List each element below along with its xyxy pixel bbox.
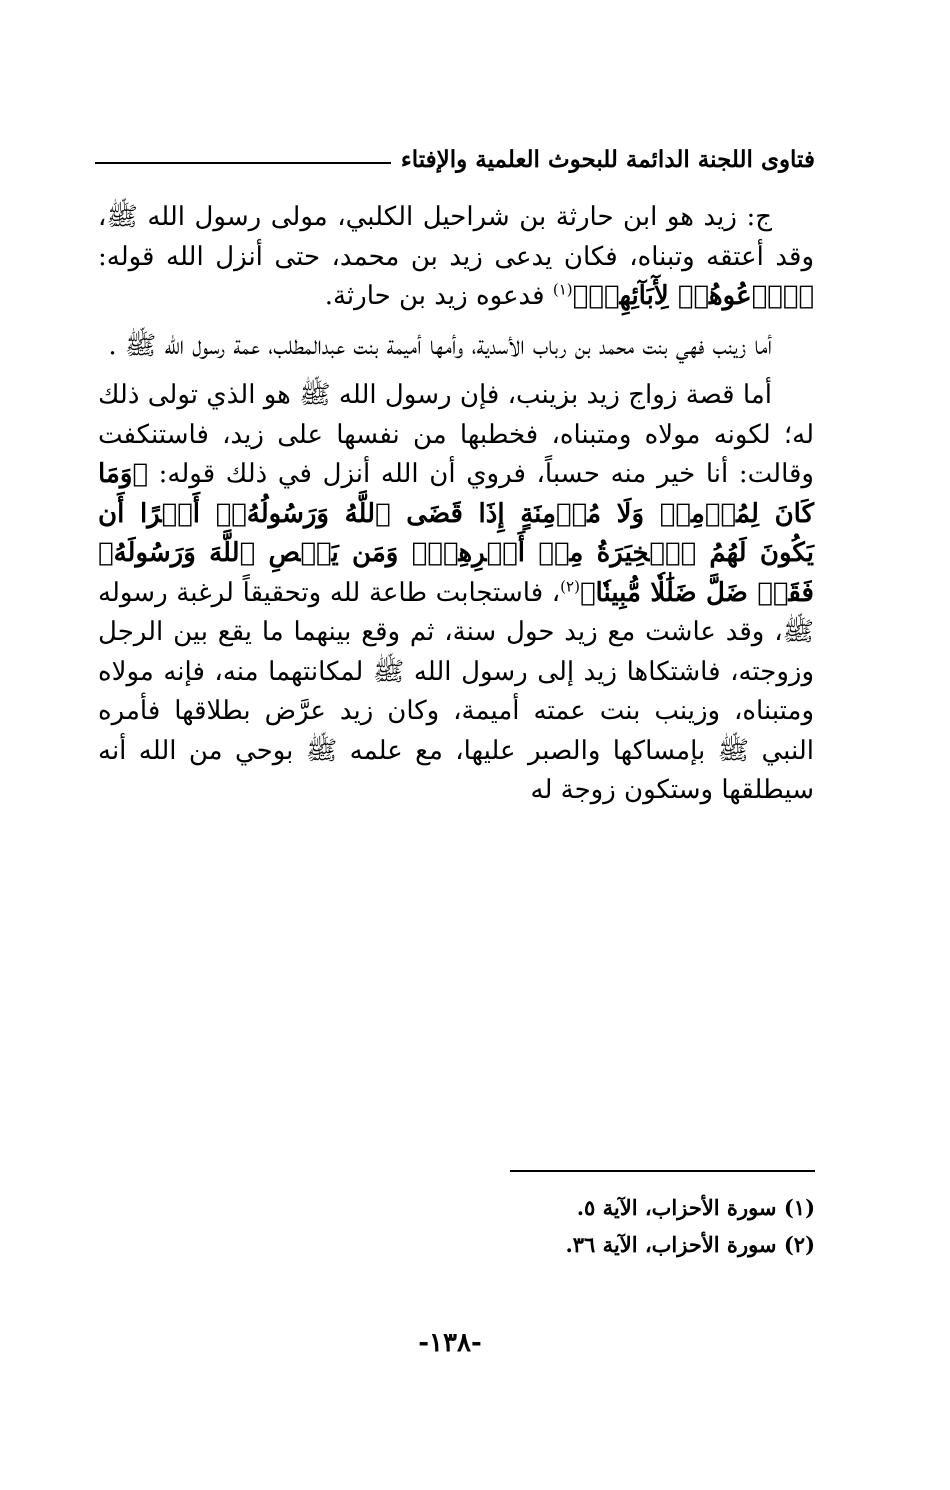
quran-verse: ﴿ٱدۡعُوهُمۡ لِأٓبَآئِهِمۡ﴾: [572, 281, 814, 312]
quran-verse: ﴿وَمَا كَانَ لِمُؤۡمِنٖ وَلَا مُؤۡمِنَةٍ إِذَا قَضَى ٱللَّهُ وَرَسُولُهُۥٓ أَمۡرًا أَن يَكُونَ لَهُمُ ٱلۡخِيَرَةُ مِنۡ أَمۡرِهِمۡۗ وَمَن يَعۡصِ ٱللَّهَ وَرَسُولَهُۥ فَقَدۡ ضَلَّ ضَلَٰلٗا مُّبِينٗا﴾: [98, 459, 814, 608]
body-text: [98, 198, 814, 821]
paragraph-marriage: [98, 376, 814, 811]
footnote-rule: [510, 1170, 815, 1172]
running-header: [95, 140, 815, 180]
paragraph-text: أما زينب فهي بنت محمد بن رباب الأسدية، وأمها أميمة بنت عبدالمطلب، عمة رسول الله ﷺ .: [108, 330, 772, 361]
paragraph-zainab: [98, 327, 814, 367]
footnotes: [300, 1190, 815, 1264]
footnote-ref: (٢): [560, 576, 580, 595]
paragraph-text: ، فاستجابت طاعة لله وتحقيقاً لرغبة رسوله ﷺ، وقد عاشت مع زيد حول سنة، ثم وقع بينهما ما يقع بين الرجل وزوجته، فاشتكاها زيد إلى رسول الله ﷺ لمكانتهما منه، فإنه مولاه ومتبناه، وزينب بنت عمته أميمة، وكان زيد عرَّض بطلاقها فأمره النبي ﷺ بإمساكها والصبر عليها، مع علمه ﷺ بوحي من الله أنه سيطلقها وستكون زوجة له: [98, 577, 814, 806]
paragraph-text: فدعوه زيد بن حارثة.: [324, 281, 553, 312]
footnote-ref: (١): [552, 280, 573, 299]
footnote-2: (٢) سورة الأحزاب، الآية ٣٦.: [565, 1231, 815, 1257]
footnote-1: (١) سورة الأحزاب، الآية ٥.: [576, 1195, 815, 1220]
paragraph-text: أما قصة زواج زيد بزينب، فإن رسول الله ﷺ هو الذي تولى ذلك له؛ لكونه مولاه ومتبناه، فخطبها من نفسها على زيد، فاستنكفت وقالت: أنا خير منه حسباً، فروي أن الله أنزل في ذلك قوله:: [98, 380, 814, 490]
paragraph-answer: [98, 198, 814, 317]
page-number: -١٣٨-: [418, 1328, 482, 1358]
paragraph-text: ج: زيد هو ابن حارثة بن شراحيل الكلبي، مولى رسول الله ﷺ، وقد أعتقه وتبناه، فكان يدعى زيد بن محمد، حتى أنزل الله قوله:: [98, 202, 814, 272]
header-title: فتاوى اللجنة الدائمة للبحوث العلمية والإفتاء: [391, 140, 815, 180]
